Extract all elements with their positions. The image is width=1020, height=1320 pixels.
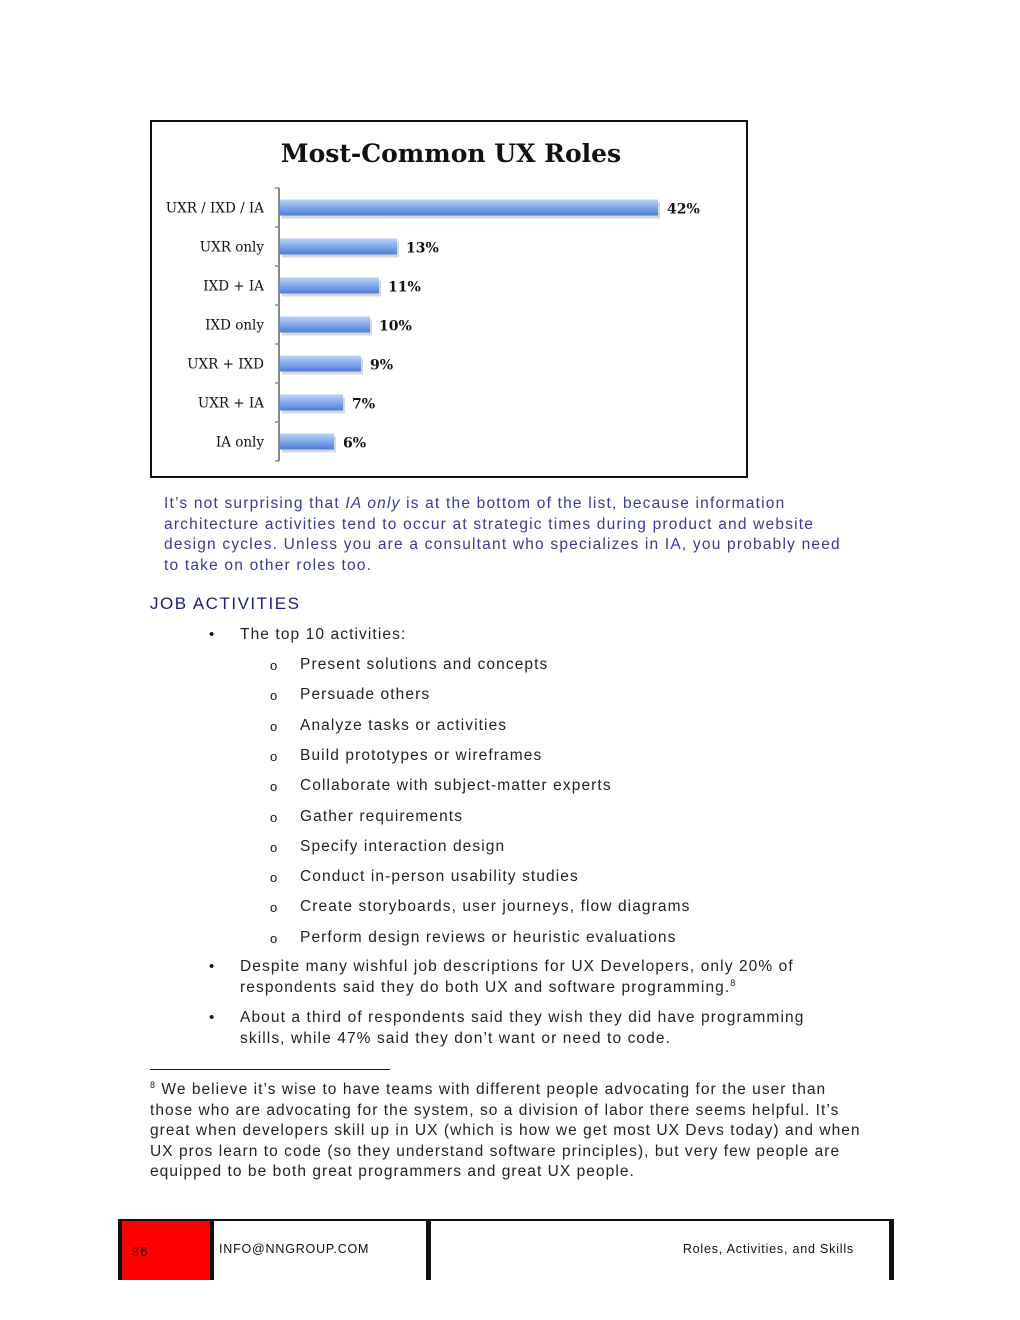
- bullet-marker: •: [209, 958, 215, 975]
- category-label: UXR only: [199, 239, 264, 256]
- sub-bullet-marker: o: [270, 779, 278, 794]
- bar: [280, 239, 397, 255]
- footnote-divider: [150, 1069, 390, 1070]
- section-heading-job-activities: JOB ACTIVITIES: [150, 594, 301, 613]
- sub-bullet-marker: o: [270, 810, 278, 825]
- bar: [280, 356, 361, 372]
- bullet-item-programming-skills: About a third of respondents said they wish they did have programming skills, while 47% said they don’t want or need to code.: [240, 1009, 805, 1047]
- data-label: 7%: [352, 396, 376, 413]
- caption-emphasis: IA only: [345, 495, 401, 512]
- footer-separator: [889, 1221, 894, 1280]
- data-label: 11%: [388, 279, 421, 296]
- caption-text-start: It’s not surprising that: [164, 495, 346, 512]
- footer-separator: [210, 1221, 214, 1280]
- sub-bullet-marker: o: [270, 658, 278, 673]
- sub-bullet-marker: o: [270, 870, 278, 885]
- footnote-8: [150, 1080, 870, 1183]
- footer-page-block: [118, 1221, 210, 1280]
- category-label: UXR + IA: [197, 395, 264, 412]
- page-number: 36: [132, 1245, 149, 1259]
- activity-item: Perform design reviews or heuristic evaluations: [300, 929, 677, 946]
- activity-item: Build prototypes or wireframes: [300, 747, 543, 764]
- bar: [280, 278, 379, 294]
- sub-bullet-marker: o: [270, 840, 278, 855]
- activity-item: Analyze tasks or activities: [300, 717, 508, 734]
- data-label: 9%: [370, 357, 394, 374]
- category-label: IXD + IA: [203, 278, 264, 295]
- bar: [280, 395, 343, 411]
- category-label: UXR + IXD: [187, 356, 264, 373]
- activity-item: Collaborate with subject-matter experts: [300, 777, 612, 794]
- bar: [280, 200, 658, 216]
- activity-item: Present solutions and concepts: [300, 656, 549, 673]
- data-label: 13%: [406, 240, 439, 257]
- sub-bullet-marker: o: [270, 688, 278, 703]
- bar-chart: [152, 122, 746, 476]
- bullet-marker: •: [209, 626, 215, 643]
- activity-item: Gather requirements: [300, 808, 464, 825]
- footer-document-title: Roles, Activities, and Skills: [682, 1242, 854, 1256]
- sub-bullet-marker: o: [270, 931, 278, 946]
- bullet-item-ux-developers-text: Despite many wishful job descriptions for UX Developers, only 20% of respondents said they do both UX and software programming.: [240, 958, 794, 996]
- sub-bullet-marker: o: [270, 749, 278, 764]
- category-label: IA only: [215, 434, 264, 451]
- category-label: UXR / IXD / IA: [165, 200, 264, 217]
- activity-item: Conduct in-person usability studies: [300, 868, 579, 885]
- caption-text-end: is at the bottom of the list, because information architecture activities tend to occur at strategic times during product and website design cycles. Unless you are a consultant who specializes in IA, you probably need to take on other roles too.: [164, 495, 841, 574]
- data-label: 42%: [667, 201, 700, 218]
- bar: [280, 317, 370, 333]
- data-label: 6%: [343, 435, 367, 452]
- data-label: 10%: [379, 318, 412, 335]
- chart-title: Most-Common UX Roles: [280, 139, 622, 168]
- bar: [280, 434, 334, 450]
- bullet-marker: •: [209, 1009, 215, 1026]
- footnote-text: We believe it’s wise to have teams with different people advocating for the user than those who are advocating for the system, so a division of labor there seems helpful. It’s great when developers skill up in UX (which is how we get most UX Devs today) and when UX pros learn to code (so they understand software principles), but very few people are equipped to be both great programmers and great UX people.: [150, 1081, 861, 1180]
- page-footer: [118, 1219, 894, 1281]
- footer-separator: [426, 1221, 431, 1280]
- activity-item: Persuade others: [300, 686, 431, 703]
- activity-item: Create storyboards, user journeys, flow diagrams: [300, 898, 691, 915]
- chart-caption: [164, 494, 844, 576]
- bullet-item-top-activities: The top 10 activities:: [240, 626, 407, 643]
- footer-email-link[interactable]: INFO@NNGROUP.COM: [219, 1242, 370, 1256]
- activity-item: Specify interaction design: [300, 838, 506, 855]
- footnote-marker: 8: [150, 1079, 157, 1090]
- footer-top-rule: [118, 1219, 894, 1221]
- sub-bullet-marker: o: [270, 719, 278, 734]
- chart-container: [150, 120, 748, 478]
- sub-bullet-marker: o: [270, 900, 278, 915]
- bullet-item-ux-developers: [240, 957, 850, 998]
- footnote-ref[interactable]: 8: [730, 977, 737, 988]
- category-label: IXD only: [205, 317, 264, 334]
